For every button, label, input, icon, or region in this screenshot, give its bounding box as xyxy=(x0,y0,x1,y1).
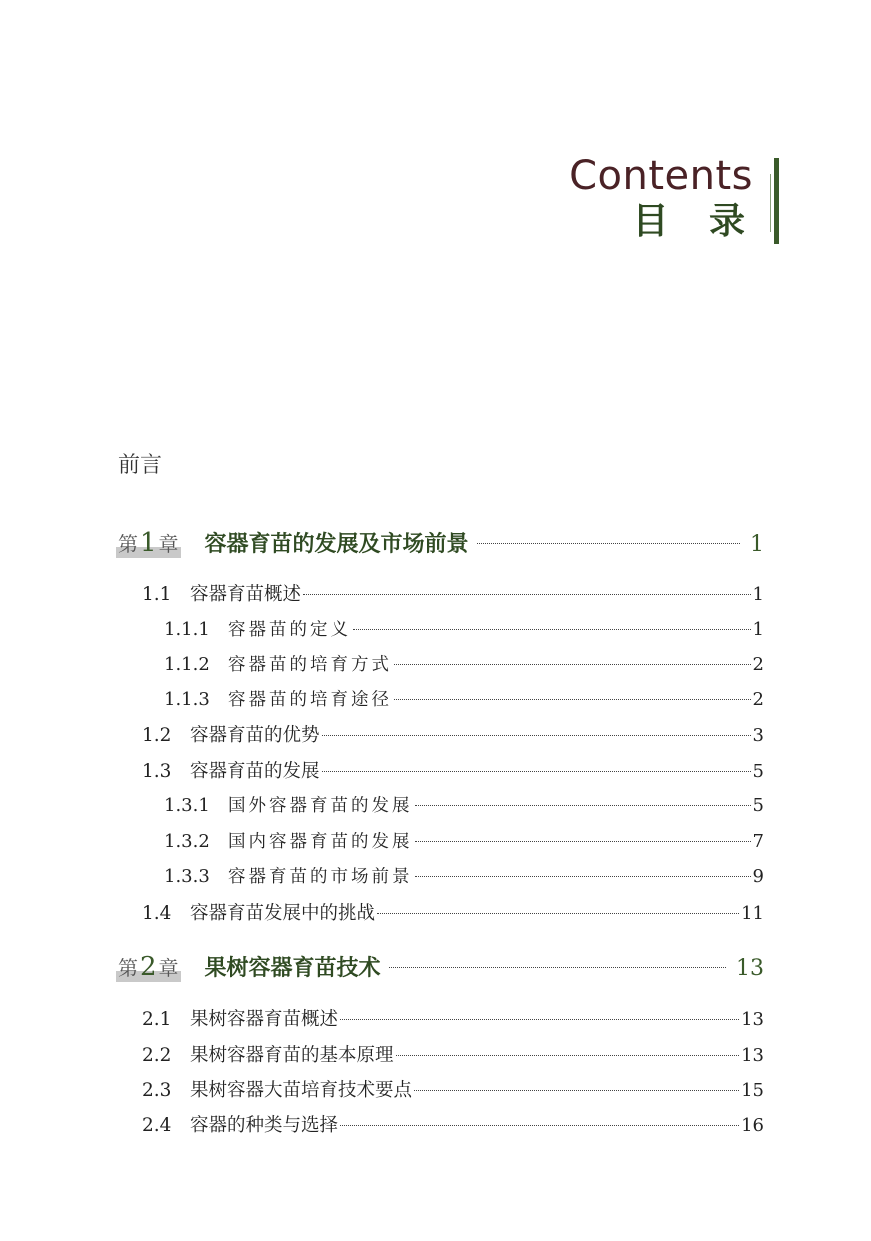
toc-chapter-1[interactable] xyxy=(118,527,764,561)
contents-title: Contents xyxy=(569,153,753,199)
section-title: 国内容器育苗的发展 xyxy=(228,832,413,852)
section-title: 容器育苗的市场前景 xyxy=(228,867,413,887)
dot-leader xyxy=(340,1019,739,1020)
page-number: 3 xyxy=(752,725,764,746)
section-number: 1.2 xyxy=(142,725,172,746)
page-number: 2 xyxy=(752,654,764,675)
section-title: 容器育苗概述 xyxy=(190,584,302,605)
chapter-title: 容器育苗的发展及市场前景 xyxy=(204,532,469,557)
section-number: 1.1.2 xyxy=(164,654,210,675)
dot-leader xyxy=(377,913,739,914)
section-title: 国外容器育苗的发展 xyxy=(228,796,413,816)
section-title: 容器育苗发展中的挑战 xyxy=(190,903,376,924)
dot-leader xyxy=(303,594,751,595)
dot-leader xyxy=(340,1125,739,1126)
toc-entry-1-1-1[interactable] xyxy=(164,616,764,642)
section-number: 1.3.1 xyxy=(164,795,210,816)
page-number: 1 xyxy=(750,532,764,557)
section-number: 2.3 xyxy=(142,1080,172,1101)
section-title: 容器育苗的发展 xyxy=(190,761,320,782)
section-number: 2.4 xyxy=(142,1115,172,1136)
toc-entry-2-4[interactable] xyxy=(142,1111,764,1137)
section-number: 1.3.3 xyxy=(164,866,210,887)
dot-leader xyxy=(414,1090,739,1091)
toc-entry-2-1[interactable] xyxy=(142,1005,764,1031)
toc-entry-1-1-2[interactable] xyxy=(164,651,764,677)
dot-leader xyxy=(415,876,751,877)
section-title: 容器的种类与选择 xyxy=(190,1115,339,1136)
contents-subtitle: 目 录 xyxy=(632,201,759,242)
dot-leader xyxy=(415,841,751,842)
section-number: 1.3.2 xyxy=(164,831,210,852)
section-title: 容器苗的定义 xyxy=(228,620,351,640)
section-number: 2.1 xyxy=(142,1009,172,1030)
page-number: 5 xyxy=(752,795,764,816)
section-title: 容器育苗的优势 xyxy=(190,725,320,746)
page-number: 5 xyxy=(752,761,764,782)
section-title: 果树容器育苗的基本原理 xyxy=(190,1045,394,1066)
section-number: 2.2 xyxy=(142,1045,172,1066)
dot-leader xyxy=(353,629,751,630)
toc-entry-1-1[interactable] xyxy=(142,580,764,606)
page-number: 9 xyxy=(752,866,764,887)
toc-entry-1-3[interactable] xyxy=(142,757,764,783)
section-title: 果树容器育苗概述 xyxy=(190,1009,339,1030)
toc-chapter-2[interactable] xyxy=(118,951,764,985)
toc-entry-2-3[interactable] xyxy=(142,1076,764,1102)
dot-leader xyxy=(394,664,751,665)
toc-entry-1-3-3[interactable] xyxy=(164,863,764,889)
dot-leader xyxy=(415,805,751,806)
page-number: 13 xyxy=(736,956,764,981)
dot-leader xyxy=(396,1055,740,1056)
toc-entry-2-2[interactable] xyxy=(142,1041,764,1067)
dot-leader xyxy=(322,771,751,772)
page-number: 15 xyxy=(741,1080,764,1101)
section-title: 果树容器大苗培育技术要点 xyxy=(190,1080,413,1101)
toc-entry-1-4[interactable] xyxy=(142,899,764,925)
page-number: 1 xyxy=(752,584,764,605)
toc-foreword[interactable]: 前言 xyxy=(118,453,163,478)
section-title: 容器苗的培育方式 xyxy=(228,655,392,675)
page-number: 16 xyxy=(741,1115,764,1136)
dot-leader xyxy=(477,543,740,544)
dot-leader xyxy=(394,699,751,700)
chapter-badge: 第1 章 xyxy=(118,528,179,558)
dot-leader xyxy=(322,735,751,736)
page-number: 11 xyxy=(741,903,764,924)
chapter-badge: 第2 章 xyxy=(118,952,179,982)
dot-leader xyxy=(389,967,726,968)
section-number: 1.1.1 xyxy=(164,619,210,640)
page-number: 13 xyxy=(741,1009,764,1030)
header-accent-line xyxy=(770,174,771,232)
page-number: 1 xyxy=(752,619,764,640)
page-number: 7 xyxy=(752,831,764,852)
contents-header xyxy=(479,150,779,250)
section-number: 1.4 xyxy=(142,903,172,924)
page-number: 2 xyxy=(752,689,764,710)
toc-entry-1-3-2[interactable] xyxy=(164,828,764,854)
section-number: 1.3 xyxy=(142,761,172,782)
section-title: 容器苗的培育途径 xyxy=(228,690,392,710)
toc-entry-1-3-1[interactable] xyxy=(164,792,764,818)
header-accent-bar xyxy=(774,158,779,244)
toc-entry-1-2[interactable] xyxy=(142,721,764,747)
section-number: 1.1.3 xyxy=(164,689,210,710)
toc-entry-1-1-3[interactable] xyxy=(164,686,764,712)
chapter-title: 果树容器育苗技术 xyxy=(204,956,381,981)
section-number: 1.1 xyxy=(142,584,172,605)
page-number: 13 xyxy=(741,1045,764,1066)
